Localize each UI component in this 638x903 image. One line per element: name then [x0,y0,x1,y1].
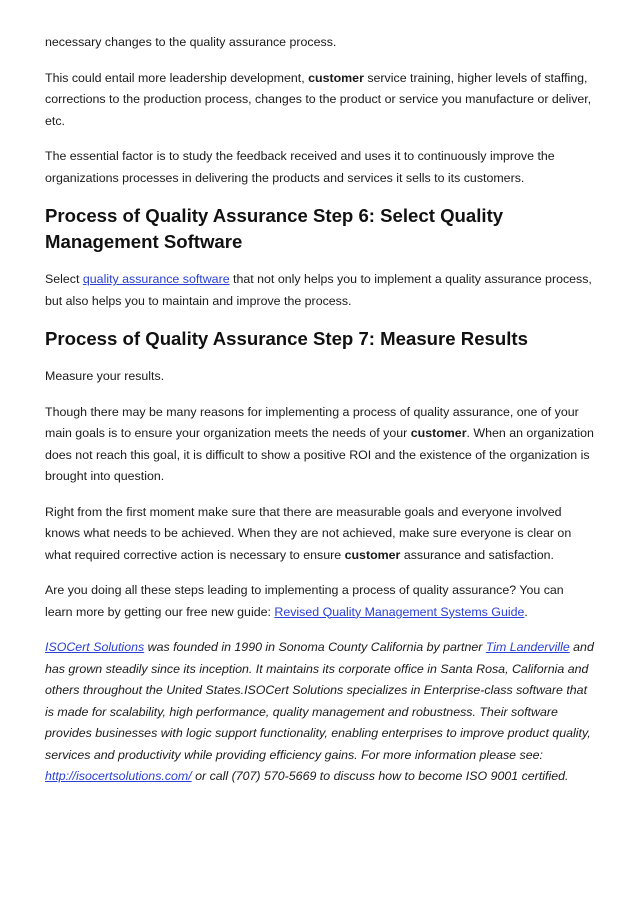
paragraph-company-bio [45,637,594,788]
bold-keyword: customer [308,70,364,85]
text-span: . When an organization does not reach this goal, it is difficult to show a positive ROI and the existence of the organization is brought into question. [45,426,594,483]
heading-step-6: Process of Quality Assurance Step 6: Select Quality Management Software [45,205,504,252]
heading-step-7: Process of Quality Assurance Step 7: Measure Results [45,328,528,349]
text-span: Select [45,272,83,286]
text-span: and has grown steadily since its inception. It maintains its corporate office in Santa Rosa, California and others throughout the United States.ISOCert Solutions specializes in Enterprise-class software that is made for scalability, high performance, quality management and robustness. Their software provides businesses with logic support functionality, enabling enterprises to improve product quality, services and productivity while providing efficiency gains. For more information please see: [45,640,594,762]
paragraph-intro: necessary changes to the quality assurance process. [45,35,337,49]
bold-keyword: customer [344,547,401,562]
text-span: that not only helps you to implement a quality assurance process, but also helps you to maintain and improve the process. [45,272,592,308]
paragraph-feedback: The essential factor is to study the feedback received and uses it to continuously improve the organizations processes in delivering the products and services it sells to its customers. [45,149,555,185]
text-span: service training, higher levels of staffing, corrections to the production process, changes to the product or service you manufacture or deliver, etc. [45,70,592,128]
bold-keyword: customer [410,426,467,440]
text-span: This could entail more leadership development, [45,70,309,85]
link-isocert-solutions[interactable]: ISOCert Solutions [45,640,145,654]
paragraph-measure: Measure your results. [45,369,165,383]
link-quality-assurance-software[interactable]: quality assurance software [82,272,230,286]
text-span: was founded in 1990 in Sonoma County California by partner [144,640,486,654]
link-quality-guide[interactable]: Revised Quality Management Systems Guide [274,604,525,619]
text-span: assurance and satisfaction. [400,547,554,562]
text-span: Right from the first moment make sure that there are measurable goals and everyone involved knows what needs to be achieved. When they are not achieved, make sure everyone is clear on what required corrective action is necessary to ensure [45,504,572,562]
paragraph-first-moment [45,502,594,567]
link-tim-landerville[interactable]: Tim Landerville [485,640,570,654]
text-span: Though there may be many reasons for implementing a process of quality assurance, one of your main goals is to ensure your organization meets the needs of your [45,404,579,440]
paragraph-guide [45,580,594,623]
paragraph-leadership [45,68,594,133]
paragraph-select-software [45,269,594,312]
text-span: Are you doing all these steps leading to implementing a process of quality assurance? You can learn more by getting our free new guide: [45,583,564,619]
text-span: or call (707) 570-5669 to discuss how to become ISO 9001 certified. [191,769,569,783]
text-span: . [524,604,528,619]
link-website[interactable]: http://isocertsolutions.com/ [45,769,192,783]
paragraph-goals [45,402,594,488]
